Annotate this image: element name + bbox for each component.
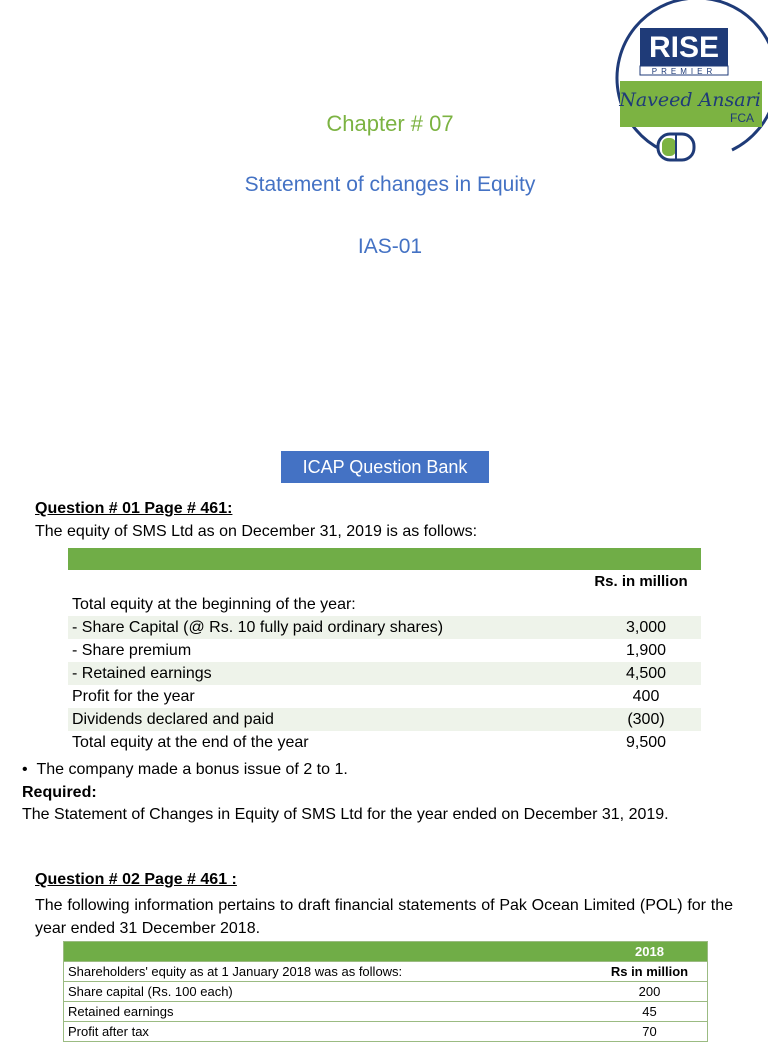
table-row: Dividends declared and paid (300): [68, 708, 701, 731]
svg-text:FCA: FCA: [730, 111, 754, 125]
required-label: Required:: [22, 784, 97, 801]
table-row: Share capital (Rs. 100 each) 200: [64, 981, 707, 1001]
question-1-intro: The equity of SMS Ltd as on December 31, 2019 is as follows:: [35, 523, 478, 540]
required-text: The Statement of Changes in Equity of SMS Ltd for the year ended on December 31, 2019.: [22, 806, 669, 823]
bullet-item: • The company made a bonus issue of 2 to 1.: [22, 761, 348, 778]
question-2-intro: The following information pertains to draft financial statements of Pak Ocean Limited (POL) for the year ended 31 December 2018.: [35, 897, 733, 937]
table-row: - Share Capital (@ Rs. 10 fully paid ordinary shares) 3,000: [68, 616, 701, 639]
svg-text:Naveed Ansari: Naveed Ansari: [619, 89, 761, 111]
chapter-title: Chapter # 07: [326, 111, 454, 136]
chapter-subtitle: Statement of changes in Equity: [244, 173, 536, 196]
svg-text:PREMIER: PREMIER: [651, 67, 717, 76]
table-header-row: [68, 570, 701, 593]
equity-table: [68, 548, 701, 754]
year-header: 2018: [592, 942, 707, 961]
bullet-icon: •: [22, 761, 28, 778]
question-2-heading: Question # 02 Page # 461 :: [35, 871, 237, 888]
table-row: Total equity at the beginning of the year:: [72, 595, 356, 613]
table-row: Total equity at the end of the year 9,500: [72, 733, 667, 751]
table-row: - Retained earnings 4,500: [68, 662, 701, 685]
question-1-heading: Question # 01 Page # 461:: [35, 500, 233, 517]
svg-text:RISE: RISE: [648, 31, 720, 64]
standard-label: IAS-01: [357, 235, 423, 258]
table-row: Shareholders' equity as at 1 January 2018 was as follows: Rs in million: [64, 961, 707, 981]
table-row: Profit for the year 400: [72, 687, 660, 705]
table-row: Profit after tax 70: [64, 1021, 707, 1041]
table-header-band: [68, 548, 701, 570]
pol-table: [63, 941, 708, 1042]
table-row: - Share premium 1,900: [72, 641, 667, 659]
year-header-row: [64, 942, 707, 961]
column-header: Rs. in million: [594, 573, 688, 590]
table-row: Retained earnings 45: [64, 1001, 707, 1021]
rise-premier-logo: [600, 0, 768, 170]
icap-question-bank-label: ICAP Question Bank: [281, 451, 489, 483]
